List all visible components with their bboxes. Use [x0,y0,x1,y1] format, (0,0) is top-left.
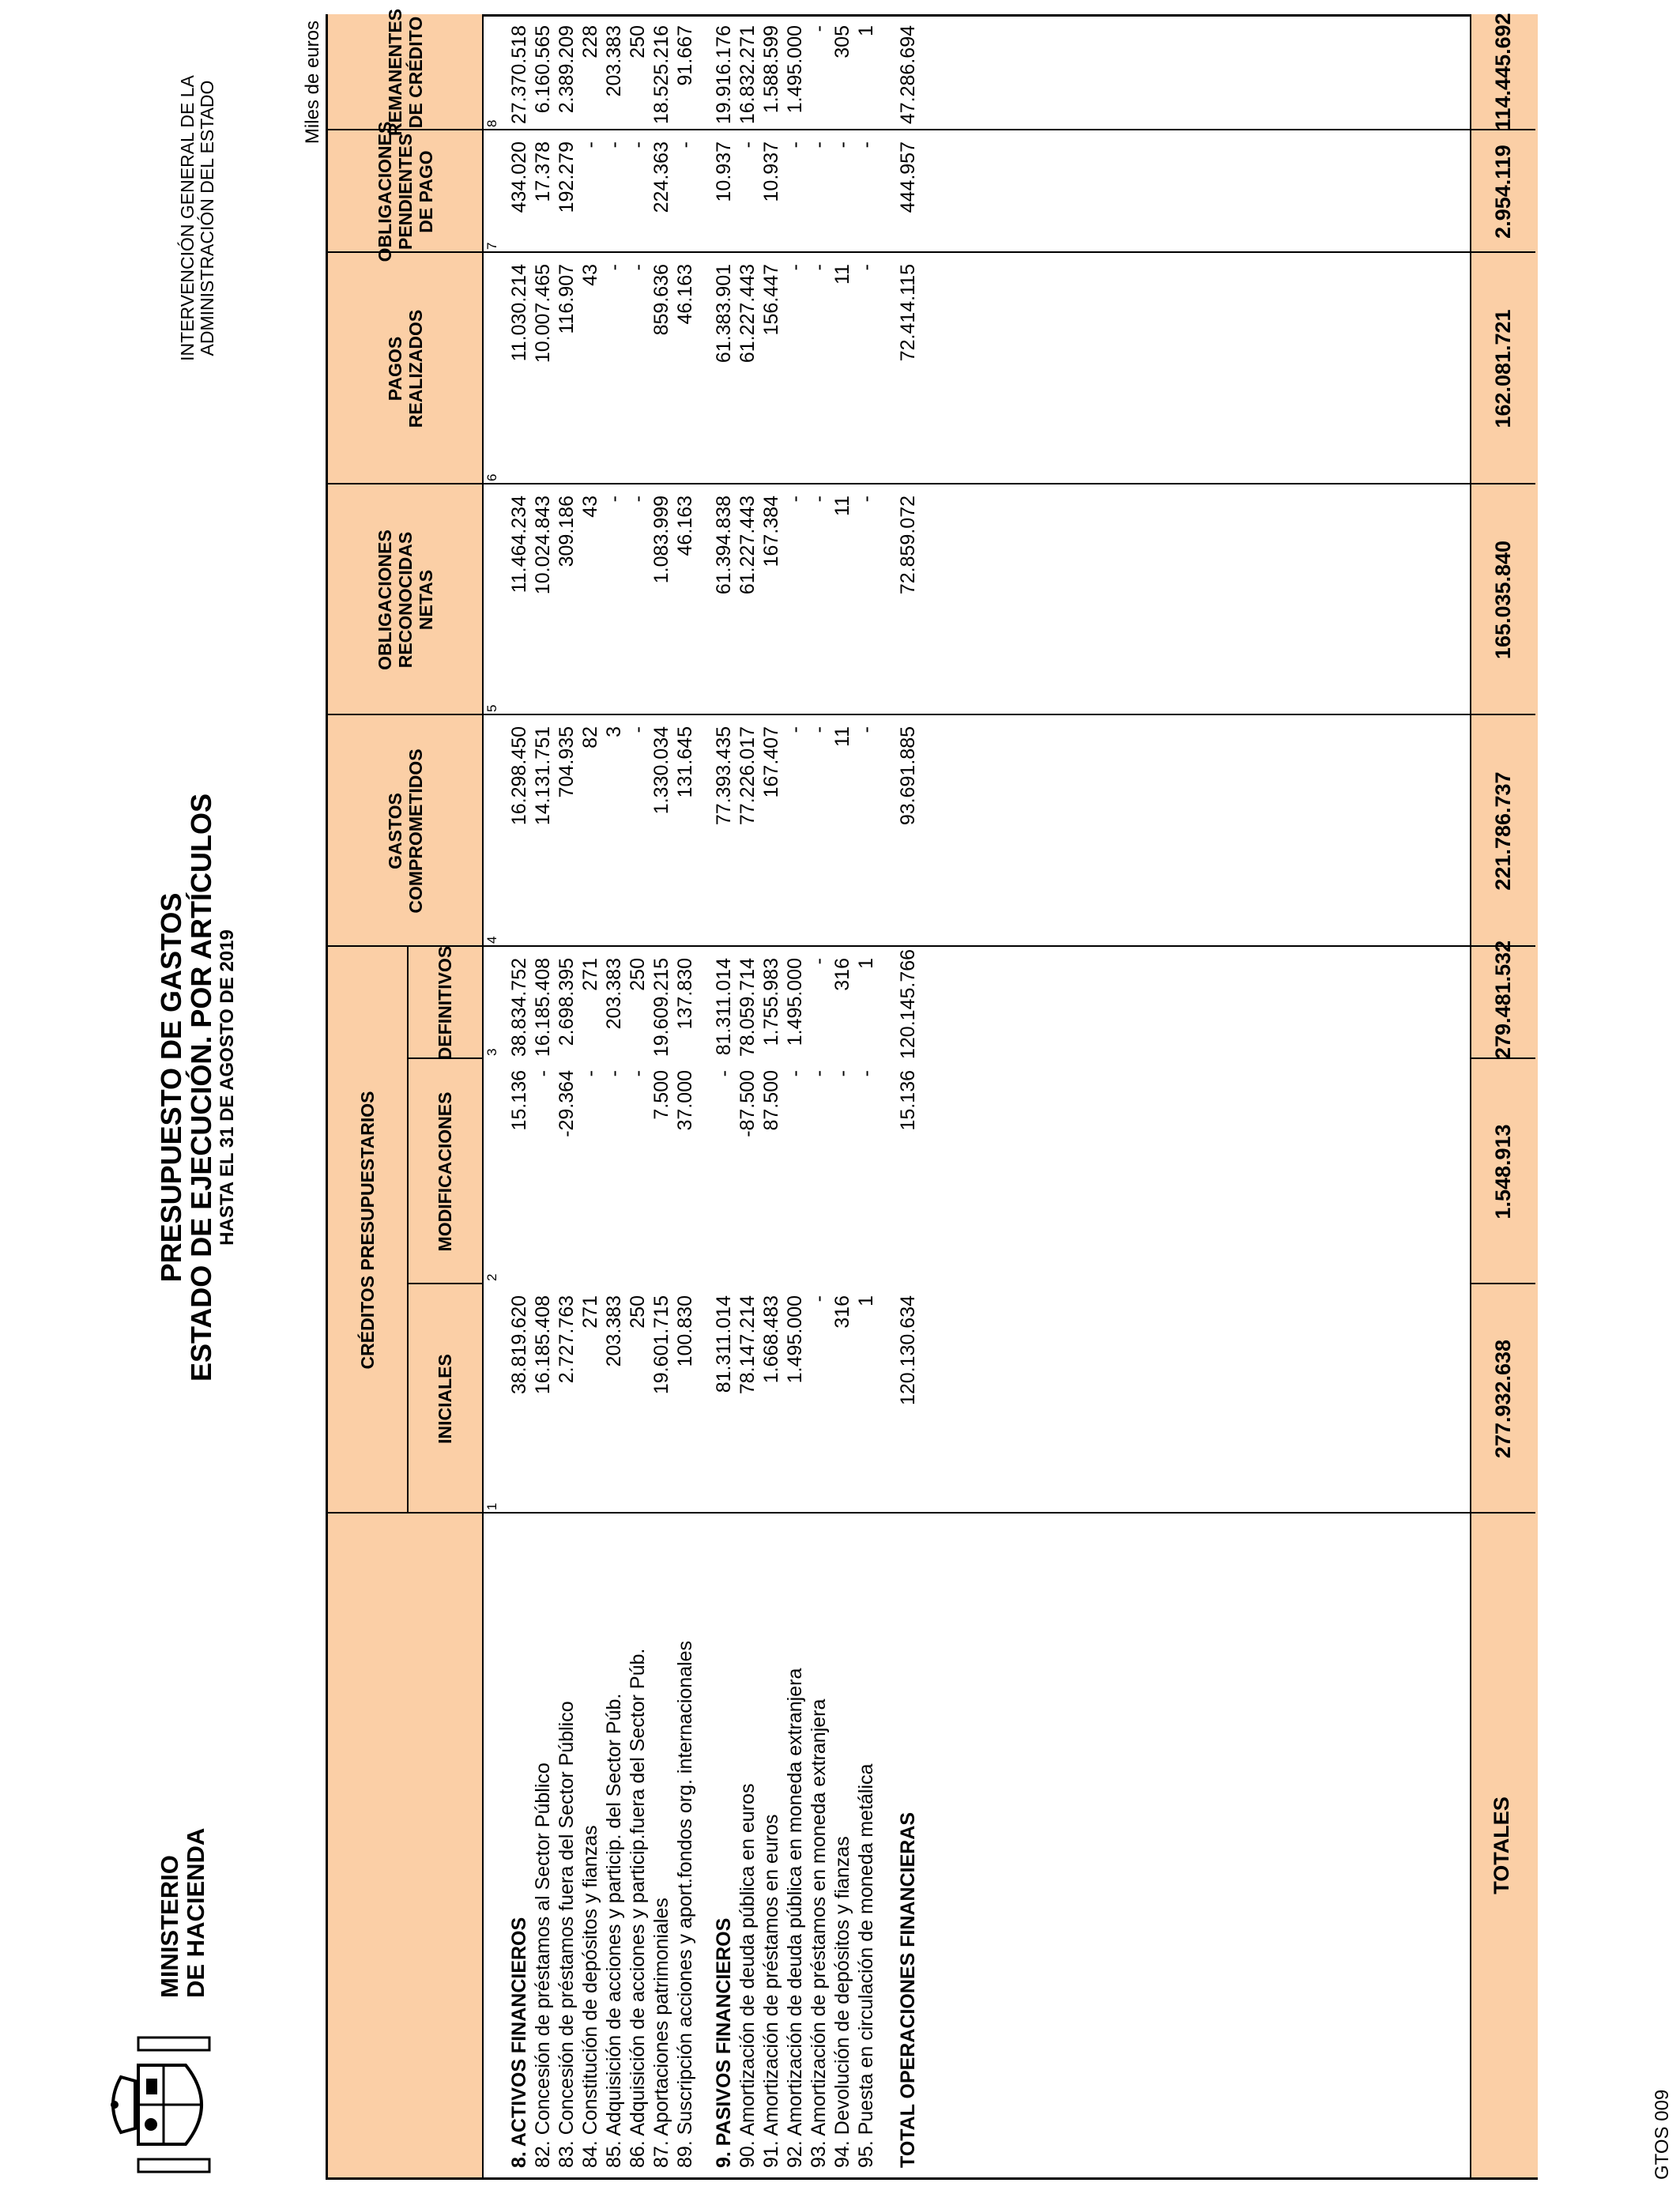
row-value: - [831,1070,853,1077]
column-number: 6 [484,473,499,481]
row-value: -87.500 [736,1070,759,1137]
col-pend-line-2: PENDIENTES [394,134,416,250]
row-value: - [603,264,625,271]
row-value: 316 [831,958,853,991]
col-rem-line-1: REMANENTES [384,8,405,136]
total-value: 165.035.840 [1491,540,1515,660]
total-value: 279.481.532 [1491,940,1515,1059]
row-value: 120.145.766 [897,948,919,1059]
row-value: 38.819.620 [508,1295,530,1395]
row-label: 9. PASIVOS FINANCIEROS [713,1917,735,2168]
row-value: 38.834.752 [508,958,530,1057]
row-value: 11 [831,496,853,516]
column-number: 4 [484,936,499,944]
column-number: 7 [484,242,499,250]
row-value: 19.916.176 [713,25,735,125]
row-value: 82 [579,726,601,748]
office-name [178,44,217,392]
row-value: 250 [627,1295,649,1329]
divider [328,714,1535,715]
row-label: 90. Amortización de deuda pública en euros [736,1783,759,2168]
divider [328,1512,1535,1514]
row-value: 1.495.000 [784,1295,806,1384]
col-gastos-line-2: COMPROMETIDOS [405,748,426,914]
row-label: 84. Constitución de depósitos y fianzas [579,1825,601,2168]
row-value: 15.136 [897,1070,919,1131]
row-value: 1 [855,958,877,969]
col-rem-line-2: DE CRÉDITO [405,16,426,129]
row-label: 92. Amortización de deuda pública en moneda extranjera [784,1668,806,2168]
row-value: - [784,496,806,503]
row-value: 46.163 [674,264,696,325]
row-value: 704.935 [556,726,578,798]
col-obligaciones-header [328,484,482,715]
total-value: 221.786.737 [1491,771,1515,891]
row-value: 10.937 [713,141,735,202]
row-value: 2.698.395 [556,958,578,1046]
row-value: 72.859.072 [897,496,919,595]
row-value: 72.414.115 [897,264,919,362]
row-value: 61.227.443 [736,264,759,364]
row-value: 1 [855,1295,877,1306]
divider [1470,14,1471,2177]
row-label: 87. Aportaciones patrimoniales [650,1898,672,2168]
col-remanentes-header [328,8,482,136]
column-number: 3 [484,1048,499,1056]
title-line-3: HASTA EL 31 DE AGOSTO DE 2019 [217,929,238,1246]
row-value: 167.407 [760,726,782,798]
row-value: - [831,141,853,149]
col-pagos-line-1: PAGOS [384,336,405,401]
row-value: 16.185.408 [532,1295,554,1395]
row-value: 137.830 [674,958,696,1030]
row-value: 11.030.214 [508,264,530,362]
row-label: 93. Amortización de préstamos en moneda extranjera [808,1698,830,2168]
office-line-2: ADMINISTRACIÓN DEL ESTADO [197,80,217,356]
row-value: 15.136 [508,1070,530,1131]
row-value: 250 [627,25,649,58]
units-label: Miles de euros [302,21,323,145]
row-value: 192.279 [556,141,578,213]
row-value: 78.147.214 [736,1295,759,1395]
row-label: 86. Adquisición de acciones y particip.fuera del Sector Púb. [627,1648,649,2168]
row-value: - [808,264,830,271]
row-value: 271 [579,958,601,991]
row-value: - [808,726,830,733]
row-value: 224.363 [650,141,672,213]
row-label: 94. Devolución de depósitos y fianzas [831,1836,853,2168]
column-number: 5 [484,704,499,712]
col-pendientes-header [328,121,482,262]
ministry-line-2: DE HACIENDA [182,1827,209,1998]
coat-of-arms-emblem [107,2030,225,2180]
row-label: 95. Puesta en circulación de moneda metálica [855,1763,877,2168]
row-value: - [603,141,625,149]
row-value: 6.160.565 [532,25,554,114]
row-value: 203.383 [603,25,625,97]
row-value: 305 [831,25,853,58]
row-label: 8. ACTIVOS FINANCIEROS [508,1917,530,2168]
row-value: 11.464.234 [508,496,530,594]
row-value: - [713,1070,735,1077]
row-value: - [808,25,830,32]
row-value: 131.645 [674,726,696,798]
row-value: - [532,1070,554,1077]
row-value: 250 [627,958,649,991]
col-iniciales-header: INICIALES [434,1354,455,1444]
row-value: 1.495.000 [784,25,806,114]
report-title [156,771,239,1404]
total-value: 277.932.638 [1491,1339,1515,1459]
row-value: 100.830 [674,1295,696,1367]
office-line-1: INTERVENCIÓN GENERAL DE LA [177,75,198,361]
row-value: 61.394.838 [713,496,735,595]
divider [328,483,1535,484]
row-value: - [855,1070,877,1077]
divider [1470,1283,1535,1284]
row-value: - [808,1295,830,1302]
row-value: - [808,496,830,503]
row-value: 10.007.465 [532,264,554,364]
row-value: 309.186 [556,496,578,567]
row-value: 78.059.714 [736,958,759,1057]
divider [407,1283,482,1284]
row-value: - [579,141,601,149]
row-value: 116.907 [556,264,578,334]
row-value: - [855,264,877,271]
total-value: 2.954.119 [1491,145,1515,239]
row-value: - [784,141,806,149]
total-value: 114.445.692 [1491,13,1515,130]
row-value: 93.691.885 [897,726,919,826]
row-value: - [603,496,625,503]
col-gastos-header [328,715,482,947]
row-value: 7.500 [650,1070,672,1120]
row-value: - [627,264,649,271]
col-pagos-header [328,253,482,484]
divider [328,945,1535,947]
row-value: - [784,264,806,271]
row-value: - [808,141,830,149]
ministry-name [156,1785,209,1998]
title-line-2: ESTADO DE EJECUCIÓN. POR ARTÍCULOS [185,793,217,1382]
row-value: 27.370.518 [508,25,530,125]
col-definitivos-header: DEFINITIVOS [434,945,455,1061]
row-value: 1.588.599 [760,25,782,114]
row-label: 85. Adquisición de acciones y particip. del Sector Púb. [603,1693,625,2168]
row-value: 10.937 [760,141,782,202]
row-value: 16.832.271 [736,25,759,125]
row-value: 43 [579,496,601,518]
title-line-1: PRESUPUESTO DE GASTOS [155,892,187,1283]
row-value: 10.024.843 [532,496,554,595]
col-pend-line-1: OBLIGACIONES [374,121,395,262]
row-value: 81.311.014 [713,1295,735,1393]
row-value: 14.131.751 [532,726,554,826]
ministry-line-1: MINISTERIO [156,1855,183,1998]
row-value: - [627,141,649,149]
row-value: 18.525.216 [650,25,672,125]
row-value: 1.495.000 [784,958,806,1046]
row-value: - [736,141,759,149]
row-value: 1 [855,25,877,36]
row-value: - [579,1070,601,1077]
row-label: TOTAL OPERACIONES FINANCIERAS [897,1811,919,2168]
divider [482,14,484,2177]
row-value: 444.957 [897,141,919,213]
creditos-group-header: CRÉDITOS PRESUPUESTARIOS [357,1091,378,1370]
totals-label: TOTALES [1490,1796,1513,1894]
row-value: 46.163 [674,496,696,556]
row-value: - [855,496,877,503]
total-value: 1.548.913 [1491,1124,1515,1220]
row-value: 61.383.901 [713,264,735,364]
row-value: - [808,1070,830,1077]
col-oblig-line-3: NETAS [415,569,436,631]
row-value: - [784,726,806,733]
row-value: 167.384 [760,496,782,567]
row-value: 81.311.014 [713,958,735,1056]
row-label: 82. Concesión de préstamos al Sector Público [532,1762,554,2168]
row-value: 91.667 [674,25,696,86]
row-value: 228 [579,25,601,58]
divider [328,129,1535,130]
row-value: - [784,1070,806,1077]
row-value: 19.601.715 [650,1295,672,1395]
row-value: - [674,141,696,149]
row-value: 1.755.983 [760,958,782,1046]
row-value: - [603,1070,625,1077]
col-gastos-line-1: GASTOS [384,793,405,869]
row-value: 316 [831,1295,853,1329]
row-value: - [855,726,877,733]
divider [407,1057,482,1059]
row-value: 2.727.763 [556,1295,578,1384]
divider [328,251,1535,253]
col-modificaciones-header: MODIFICACIONES [434,1091,455,1252]
column-number: 1 [484,1502,499,1510]
column-number: 8 [484,119,499,127]
row-value: 16.298.450 [508,726,530,826]
row-value: 37.000 [674,1070,696,1131]
row-value: - [627,496,649,503]
row-value: 859.636 [650,264,672,336]
row-value: 77.393.435 [713,726,735,826]
row-value: 1.083.999 [650,496,672,584]
total-value: 162.081.721 [1491,309,1515,428]
col-pagos-line-2: REALIZADOS [405,309,426,428]
row-value: 203.383 [603,1295,625,1367]
row-value: 2.389.209 [556,25,578,114]
row-value: 271 [579,1295,601,1329]
row-value: -29.364 [556,1070,578,1137]
report-code: GTOS 009 [1652,2089,1673,2180]
row-value: - [855,141,877,149]
budget-table [326,8,1538,2180]
row-value: 156.447 [760,264,782,336]
row-value: 11 [831,264,853,285]
divider [1470,1057,1535,1059]
row-value: 77.226.017 [736,726,759,826]
row-value: - [627,726,649,733]
col-pend-line-3: DE PAGO [415,150,436,233]
row-value: 16.185.408 [532,958,554,1057]
col-oblig-line-1: OBLIGACIONES [374,530,395,670]
row-value: 61.227.443 [736,496,759,595]
row-value: 434.020 [508,141,530,213]
row-value: 43 [579,264,601,286]
row-value: 11 [831,726,853,747]
row-label: 89. Suscripción acciones y aport.fondos org. internacionales [674,1640,696,2168]
row-value: 1.330.034 [650,726,672,815]
row-value: 203.383 [603,958,625,1030]
col-oblig-line-2: RECONOCIDAS [394,531,416,669]
row-value: 47.286.694 [897,25,919,125]
row-value: 87.500 [760,1070,782,1131]
row-label: 83. Concesión de préstamos fuera del Sector Público [556,1701,578,2168]
row-value: 19.609.215 [650,958,672,1057]
row-value: - [627,1070,649,1077]
row-value: 1.668.483 [760,1295,782,1384]
row-value: - [808,958,830,965]
row-label: 91. Amortización de préstamos en euros [760,1814,782,2168]
column-number: 2 [484,1273,499,1281]
row-value: 120.130.634 [897,1295,919,1406]
row-value: 3 [603,726,625,737]
row-value: 17.378 [532,141,554,202]
